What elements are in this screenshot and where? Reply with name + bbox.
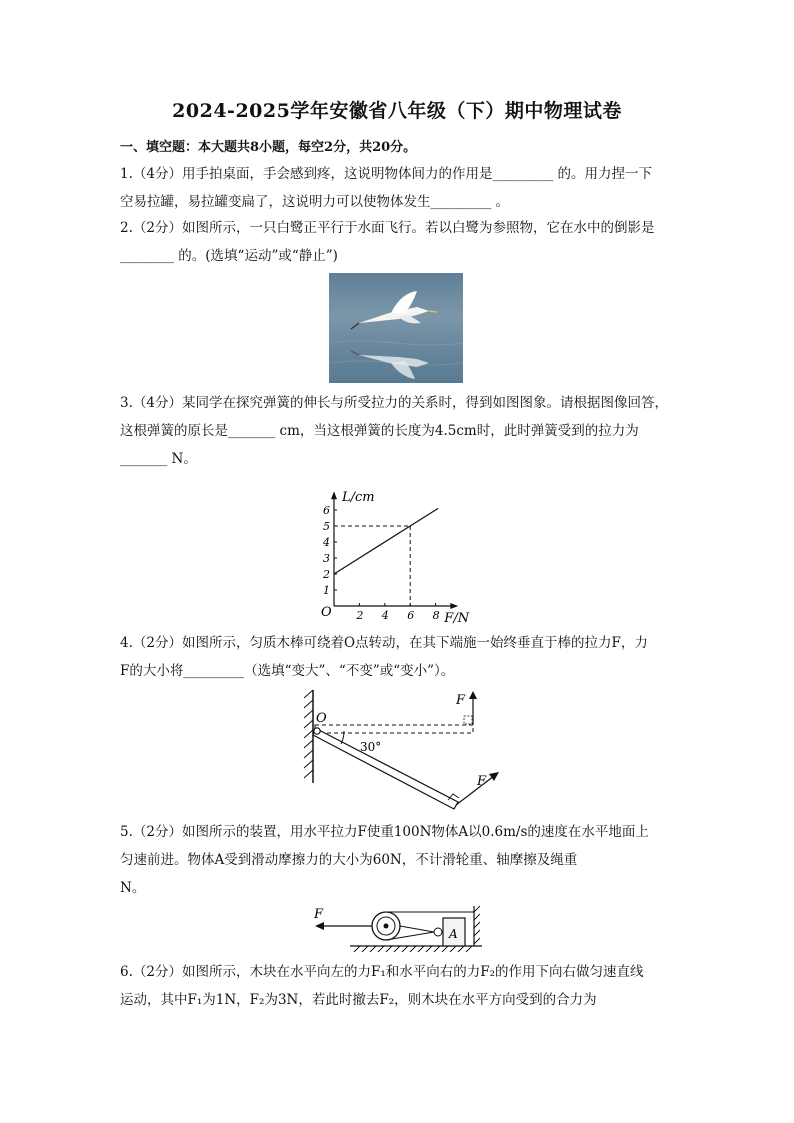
question-6-line-2: 运动，其中F₁为1N，F₂为3N，若此时撤去F₂，则木块在水平方向受到的合力为 xyxy=(120,992,597,1008)
question-5-line-1: 5.（2分）如图所示的装置，用水平拉力F使重100N物体A以0.6m/s的速度在水平地面上 xyxy=(120,824,649,840)
pulley-frame xyxy=(400,926,434,932)
spring-length-chart xyxy=(310,474,480,626)
question-2 xyxy=(120,214,676,270)
x-tick-label: 2 xyxy=(356,609,364,622)
question-3-line-1: 3.（4分）某同学在探究弹簧的伸长与所受拉力的关系时，得到如图图象。请根据图像回答， xyxy=(120,395,668,411)
exam-title: 2024-2025学年安徽省八年级（下）期中物理试卷 xyxy=(172,100,622,122)
question-4-line-1: 4.（2分）如图所示，匀质木棒可绕着O点转动，在其下端施一始终垂直于棒的拉力F，力 xyxy=(120,635,648,651)
force-top-arrowhead xyxy=(469,691,477,699)
block-a-label: A xyxy=(449,927,458,941)
y-tick-label: 5 xyxy=(323,520,330,533)
right-angle-mark-top xyxy=(464,716,472,724)
rod-horizontal-dashed xyxy=(315,725,473,733)
angle-label: 30° xyxy=(360,740,382,754)
question-5-line-3: N。 xyxy=(120,880,146,896)
question-4-line-2: F的大小将_________（选填“变大”、“不变”或“变小”）。 xyxy=(120,663,455,679)
origin-label: O xyxy=(321,605,332,620)
x-tick-label: 8 xyxy=(432,609,440,622)
pulley-diagram xyxy=(310,902,490,954)
question-1-line-2: 空易拉罐，易拉罐变扁了，这说明力可以使物体发生_________ 。 xyxy=(120,194,510,210)
y-axis-label: L/cm xyxy=(342,490,375,506)
x-tick-label: 6 xyxy=(407,609,415,622)
section-heading: 一、填空题：本大题共8小题，每空2分，共20分。 xyxy=(120,140,417,155)
question-3 xyxy=(120,389,676,473)
rod-tilted xyxy=(313,728,458,809)
y-tick-label: 4 xyxy=(323,536,330,549)
force-end-label: F xyxy=(477,774,487,789)
question-6-line-1: 6.（2分）如图所示，木块在水平向左的力F₁和水平向右的力F₂的作用下向右做匀速直线 xyxy=(120,964,644,980)
x-axis-label: F/N xyxy=(444,611,470,626)
x-axis-arrowhead xyxy=(450,603,458,609)
question-4 xyxy=(120,629,676,685)
pivot-o xyxy=(314,728,320,734)
ground-hatching xyxy=(354,946,472,952)
force-end-arrowhead xyxy=(489,772,499,781)
question-6 xyxy=(120,958,676,1014)
question-2-line-2: ________ 的。(选填“运动”或“静止”) xyxy=(120,248,338,264)
pull-force-arrowhead xyxy=(315,922,324,930)
block-hook xyxy=(434,928,442,936)
lever-diagram xyxy=(296,688,506,813)
egret-illustration xyxy=(329,273,463,383)
question-5 xyxy=(120,818,676,902)
question-2-line-1: 2.（2分）如图所示，一只白鹭正平行于水面飞行。若以白鹭为参照物，它在水中的倒影是 xyxy=(120,220,655,236)
pull-force-label: F xyxy=(314,907,324,922)
y-tick-label: 6 xyxy=(323,504,330,517)
x-tick-label: 4 xyxy=(381,609,389,622)
series-line xyxy=(334,508,438,574)
question-5-line-2: 匀速前进。物体A受到滑动摩擦力的大小为60N，不计滑轮重、轴摩擦及绳重 xyxy=(120,852,578,868)
egret-photo xyxy=(329,273,463,383)
y-tick-label: 3 xyxy=(323,552,330,565)
y-tick-label: 2 xyxy=(323,568,330,581)
pulley-axle xyxy=(384,924,389,929)
y-axis-arrowhead xyxy=(331,491,337,499)
force-top-label: F xyxy=(456,693,466,708)
question-3-line-3: _______ N。 xyxy=(120,451,197,467)
wall-hatching xyxy=(304,690,313,778)
question-1 xyxy=(120,160,676,216)
question-1-line-1: 1.（4分）用手拍桌面，手会感到疼，这说明物体间力的作用是_________ 的。用力捏一下 xyxy=(120,166,653,182)
right-wall-hatching xyxy=(474,906,480,944)
y-tick-label: 1 xyxy=(323,584,330,597)
force-end-arrow xyxy=(456,776,494,805)
question-3-line-2: 这根弹簧的原长是_______ cm，当这根弹簧的长度为4.5cm时，此时弹簧受到的拉力为 xyxy=(120,423,639,439)
pivot-label: O xyxy=(316,711,327,726)
